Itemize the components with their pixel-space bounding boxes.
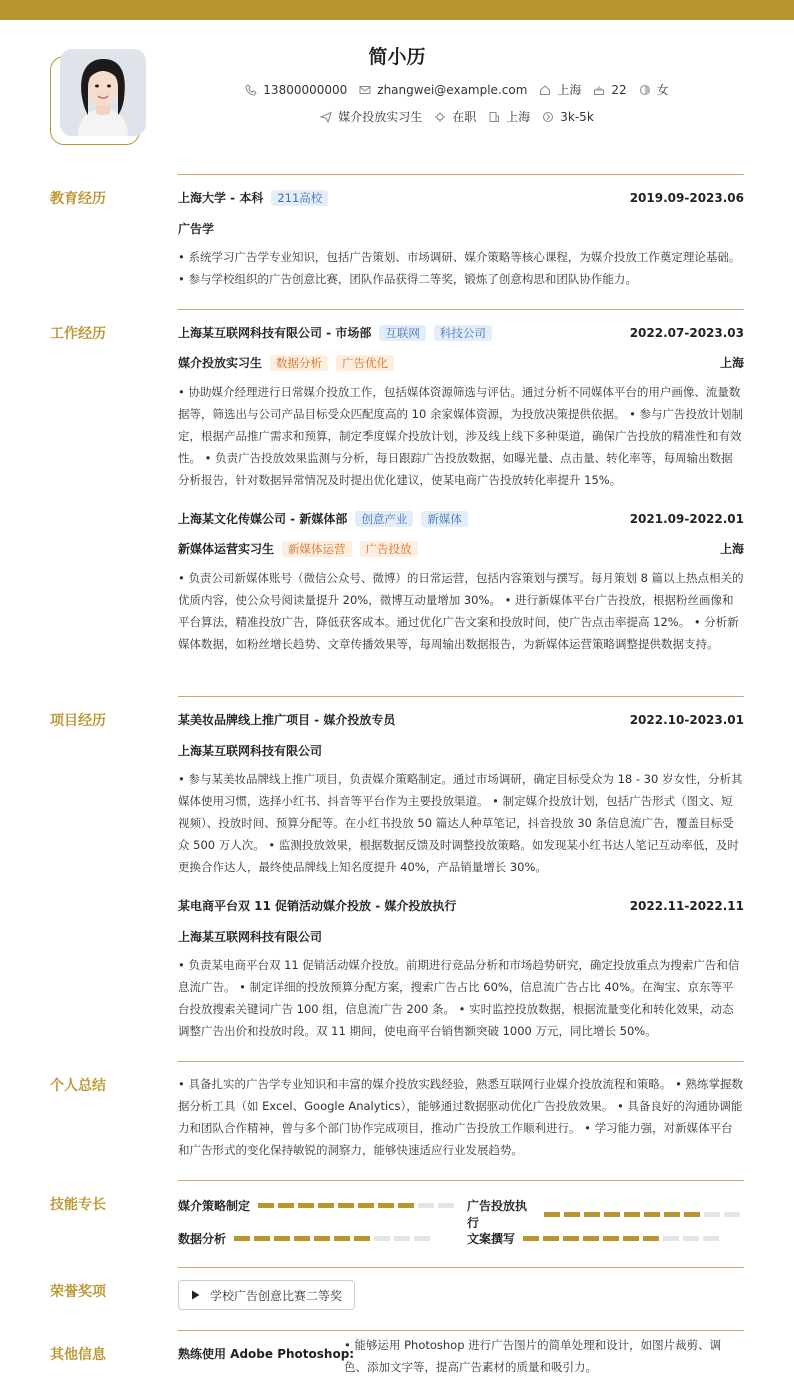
skill-item [467,1197,744,1231]
status-item [434,108,476,125]
section-body [178,174,744,309]
project-company-row [178,742,744,759]
work-role-row [178,540,744,557]
skill-segment-filled [378,1203,394,1208]
skill-segment-filled [278,1203,294,1208]
company-name: 上海某文化传媒公司 - 新媒体部 [178,512,348,526]
phone-icon [245,84,257,96]
work-header-row [178,510,744,527]
section-title: 其他信息 [50,1347,106,1363]
target-city-item [488,108,530,125]
role-tag: 广告投放 [360,541,418,557]
company-tag: 创意产业 [355,511,413,527]
skill-name: 媒介策略制定 [178,1199,251,1213]
cake-icon [593,84,605,96]
skill-segment-empty [374,1236,390,1241]
project-name: 某电商平台双 11 促销活动媒介投放 - 媒介投放执行 [178,899,457,913]
project-header-row [178,897,744,914]
project-description: • 负责某电商平台双 11 促销活动媒介投放。前期进行竞品分析和市场趋势研究，确定投放重点为搜索广告和信息流广告。 • 制定详细的投放预算分配方案，搜索广告占比 60%，信息流广告占比 40%。在淘宝、京东等平台投放搜索关键词广告 100 组，信息流广告 200 条。 • 实时监控投放数据，根据流量变化和转化效果，动态调整广告出价和投放时段。双 11 期间，使电商平台销售额突破 1000 万元，同比增长 50%。 [178,958,740,1038]
role-name: 媒介投放实习生 [178,356,263,370]
company-name: 上海某互联网科技有限公司 - 市场部 [178,326,372,340]
email-text: zhangwei@example.com [377,82,528,97]
skill-segment-filled [583,1236,599,1241]
role-tag: 数据分析 [270,355,328,371]
skill-segment-filled [314,1236,330,1241]
skill-segment-filled [294,1236,310,1241]
skill-level-bar [544,1212,744,1217]
project-header-row [178,711,744,728]
other-label: 熟练使用 Adobe Photoshop: [178,1347,355,1361]
section-title: 技能专长 [50,1197,106,1213]
work-period: 2021.09-2022.01 [629,511,744,526]
work-period: 2022.07-2023.03 [629,325,744,340]
skill-segment-empty [663,1236,679,1241]
skill-level-bar [523,1236,723,1241]
target-city-text: 上海 [506,110,531,124]
skill-item [467,1230,723,1247]
skill-segment-empty [438,1203,454,1208]
other-section [50,1330,744,1395]
phone-item [245,83,347,97]
award-item [178,1280,355,1310]
skill-name: 数据分析 [178,1232,227,1246]
gender-item [639,81,669,98]
send-icon [320,111,332,123]
salary-icon [542,111,554,123]
skill-segment-filled [584,1212,600,1217]
summary-section [50,1061,744,1180]
section-title: 荣誉奖项 [50,1284,106,1300]
gender-icon [639,84,651,96]
skill-segment-filled [604,1212,620,1217]
skill-segment-filled [254,1236,270,1241]
skill-segment-empty [704,1212,720,1217]
section-title: 个人总结 [50,1078,106,1094]
major-name: 广告学 [178,222,215,236]
skill-level-bar [234,1236,434,1241]
other-description: • 能够运用 Photoshop 进行广告图片的简单处理和设计，如图片裁剪、调色、添加文字等，提高广告素材的质量和吸引力。 [344,1338,722,1374]
skill-segment-filled [338,1203,354,1208]
skill-segment-filled [603,1236,619,1241]
section-body [178,1061,744,1180]
building-icon [488,111,500,123]
city-text: 上海 [557,83,582,97]
work-location: 上海 [719,356,744,370]
skill-segment-filled [274,1236,290,1241]
age-item [593,83,626,97]
skill-segment-filled [563,1236,579,1241]
project-description: • 参与某美妆品牌线上推广项目，负责媒介策略制定。通过市场调研，确定目标受众为 18 - 30 岁女性，分析其媒体使用习惯，选择小红书、抖音等平台作为主要投放渠道。 • 制定媒介投放计划，包括广告形式（图文、短视频）、投放时间、预算分配等。在小红书投放 50 篇达人种草笔记，抖音投放 30 条信息流广告，覆盖目标受众 500 万人次。 • 监测投放效果，根据数据反馈及时调整投放策略。如发现某小红书达人笔记互动率低，及时更换合作达人，最终使品牌线上知名度提升 40%，产品销量增长 30%。 [178,772,743,874]
section-body [178,1267,744,1330]
skill-level-bar [258,1203,458,1208]
status-text: 在职 [452,110,477,124]
skill-segment-empty [418,1203,434,1208]
city-item [539,81,581,98]
skill-segment-filled [523,1236,539,1241]
section-title: 工作经历 [50,326,106,342]
skill-segment-filled [624,1212,640,1217]
work-description: • 协助媒介经理进行日常媒介投放工作，包括媒体资源筛选与评估。通过分析不同媒体平台的用户画像、流量数据等，筛选出与公司产品目标受众匹配度高的 10 余家媒体资源，为投放决策提供依据。 • 参与广告投放计划制定，根据产品推广需求和预算，制定季度媒介投放计划，涉及线上线下多种渠道，确保广告投放的精准性和有效性。 • 负责广告投放效果监测与分析，每日跟踪广告投放数据，如曝光量、点击量、转化率等，每周输出数据分析报告，针对数据异常情况及时提出优化建议，使某电商广告投放转化率提升 15%。 [178,385,744,487]
work-role-row [178,354,744,371]
company-tag: 科技公司 [434,325,492,341]
section-body [178,1330,744,1395]
mail-icon [359,84,371,96]
skill-segment-filled [543,1236,559,1241]
skill-segment-filled [354,1236,370,1241]
skill-segment-filled [298,1203,314,1208]
project-company-row [178,928,744,945]
gender-text: 女 [656,83,669,97]
triangle-bullet-icon [191,1290,200,1300]
role-tag: 广告优化 [336,355,394,371]
project-company: 上海某互联网科技有限公司 [178,744,323,758]
skill-segment-filled [258,1203,274,1208]
salary-text: 3k-5k [560,109,594,124]
skill-segment-filled [318,1203,334,1208]
section-title: 教育经历 [50,191,106,207]
position-text: 媒介投放实习生 [338,110,423,124]
project-period: 2022.11-2022.11 [629,898,744,913]
award-text: 学校广告创意比赛二等奖 [210,1288,343,1303]
project-company: 上海某互联网科技有限公司 [178,930,323,944]
role-tag: 新媒体运营 [282,541,352,557]
section-body [178,309,744,696]
education-description: • 系统学习广告学专业知识，包括广告策划、市场调研、媒介策略等核心课程，为媒介投放工作奠定理论基础。 • 参与学校组织的广告创意比赛，团队作品获得二等奖，锻炼了创意构思和团队协作能力。 [178,250,741,286]
work-section [50,309,744,696]
top-accent-bar [0,0,794,20]
skill-segment-filled [684,1212,700,1217]
education-section [50,174,744,309]
skill-segment-empty [683,1236,699,1241]
skill-name: 广告投放执行 [467,1199,528,1230]
work-header-row [178,324,744,341]
section-body [178,1180,744,1267]
education-header-row [178,189,744,206]
skill-segment-filled [664,1212,680,1217]
work-description: • 负责公司新媒体账号（微信公众号、微博）的日常运营，包括内容策划与撰写。每月策划 8 篇以上热点相关的优质内容，使公众号阅读量提升 20%，微博互动量增加 30%。 • 进行新媒体平台广告投放，根据粉丝画像和平台算法，精准投放广告，降低获客成本。通过优化广告文案和投放时间，使广告点击率提高 12%。 • 分析新媒体数据，如粉丝增长趋势、文章传播效果等，每周输出数据报告，为新媒体运营策略调整提供数据支持。 [178,571,744,651]
skill-name: 文案撰写 [467,1232,516,1246]
project-period: 2022.10-2023.01 [629,712,744,727]
company-tag: 互联网 [379,325,426,341]
candidate-name: 简小历 [368,46,426,68]
position-item [320,108,422,125]
home-icon [539,84,551,96]
age-text: 22 [611,82,627,97]
work-location: 上海 [719,542,744,556]
skills-section [50,1180,744,1267]
skill-segment-filled [544,1212,560,1217]
skill-segment-filled [358,1203,374,1208]
company-tag: 新媒体 [421,511,468,527]
skill-segment-filled [623,1236,639,1241]
school-tag: 211高校 [271,190,328,206]
email-item [359,83,527,97]
skill-segment-filled [334,1236,350,1241]
skill-segment-filled [643,1236,659,1241]
awards-section [50,1267,744,1330]
skill-segment-filled [234,1236,250,1241]
job-intent-row [60,108,794,125]
skill-segment-empty [414,1236,430,1241]
skill-segment-filled [398,1203,414,1208]
summary-description: • 具备扎实的广告学专业知识和丰富的媒介投放实践经验，熟悉互联网行业媒介投放流程和策略。 • 熟练掌握数据分析工具（如 Excel、Google Analytics），能够通过数据驱动优化广告投放效果。 • 具备良好的沟通协调能力和团队合作精神，曾与多个部门协作完成项目，推动广告投放工作顺利进行。 • 学习能力强，对新媒体平台和广告形式的变化保持敏锐的洞察力，能够快速适应行业发展趋势。 [178,1077,744,1157]
skill-item [178,1230,434,1247]
resume-header [0,20,794,170]
skill-segment-empty [703,1236,719,1241]
phone-text: 13800000000 [263,82,348,97]
projects-section [50,696,744,1061]
skill-segment-filled [644,1212,660,1217]
salary-item [542,110,594,124]
project-name: 某美妆品牌线上推广项目 - 媒介投放专员 [178,713,396,727]
status-icon [434,111,446,123]
skill-segment-empty [724,1212,740,1217]
education-period: 2019.09-2023.06 [629,190,744,205]
major-row [178,220,744,237]
skill-segment-filled [564,1212,580,1217]
section-body [178,696,744,1061]
skill-segment-empty [394,1236,410,1241]
skill-item [178,1197,458,1214]
section-title: 项目经历 [50,713,106,729]
role-name: 新媒体运营实习生 [178,542,275,556]
school-name: 上海大学 - 本科 [178,191,264,205]
contact-row [60,81,794,98]
